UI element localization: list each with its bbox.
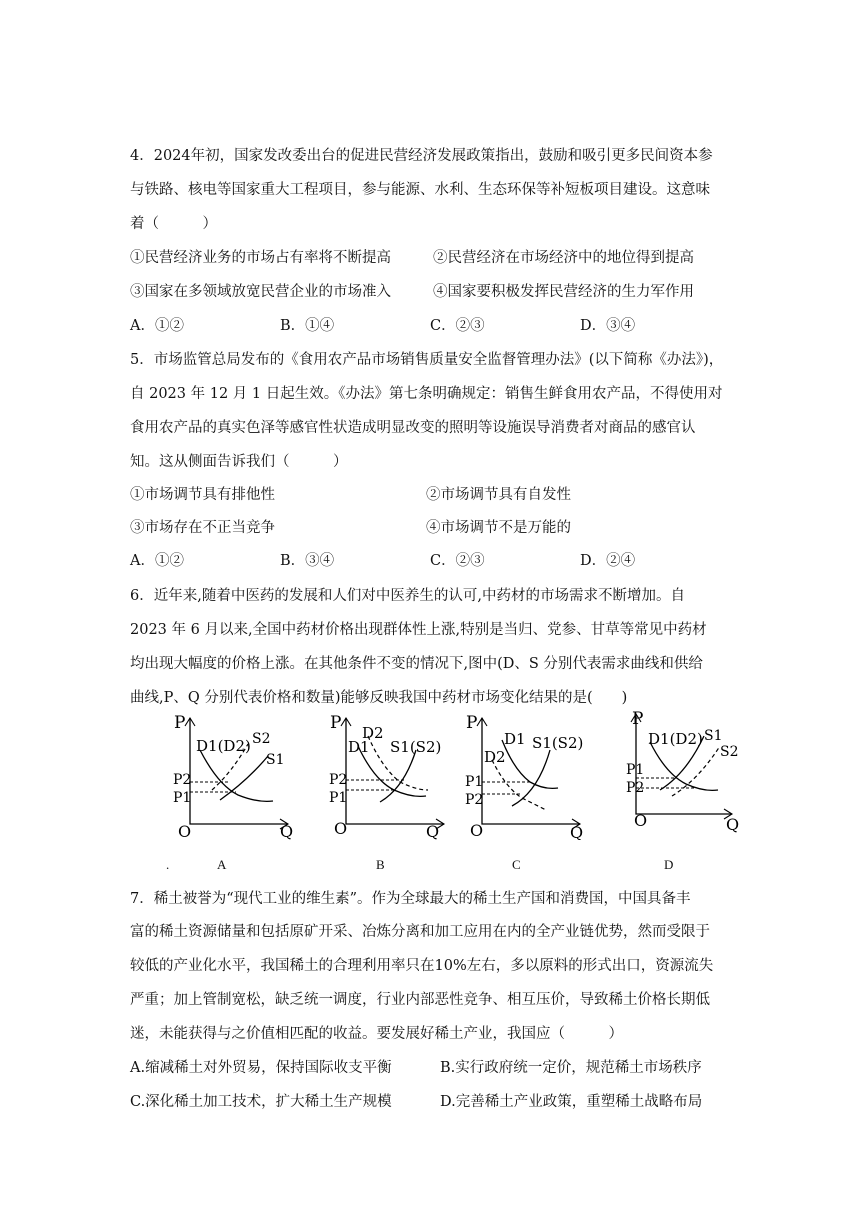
graph-a-origin-label: O	[178, 822, 192, 840]
q5-statement-2: ②市场调节具有自发性	[426, 487, 571, 503]
q6-stem-line-3: 均出现大幅度的价格上涨。在其他条件不变的情况下,图中(D、S 分别代表需求曲线和供给	[130, 656, 703, 672]
q5-choice-d: D．②④	[580, 553, 636, 569]
q5-stem-line-4: 知。这从侧面告诉我们（ ）	[130, 454, 348, 470]
graph-c-demand-d2	[492, 760, 546, 810]
graph-b-p1-label: P1	[329, 790, 348, 806]
graph-a-supply-s1	[220, 756, 268, 800]
graph-a-axes	[190, 718, 288, 824]
q7-stem-line-4: 严重；加上管制宽松，缺乏统一调度，行业内部恶性竞争、相互压价，导致稀土价格长期低	[130, 992, 710, 1008]
graph-d	[616, 710, 751, 844]
graph-a-q-label: Q	[280, 822, 294, 840]
q4-choice-a: A．①②	[130, 318, 184, 334]
stray-dot: .	[166, 857, 170, 872]
graph-b-axes	[346, 718, 444, 824]
graph-b-caption: B	[376, 857, 385, 872]
q7-choice-b: B.实行政府统一定价，规范稀土市场秩序	[440, 1060, 702, 1076]
graph-a-p2-label: P2	[173, 772, 192, 788]
q5-stem-line-1: 5．市场监管总局发布的《食用农产品市场销售质量安全监督管理办法》(以下简称《办法》)，	[130, 352, 724, 368]
graph-d-p2-label: P2	[626, 780, 645, 796]
graph-d-supply-s2	[672, 746, 720, 796]
graph-d-d-label: D1(D2)	[648, 730, 703, 748]
q4-choice-b: B．①④	[280, 318, 335, 334]
q5-stem-line-3: 食用农产品的真实色泽等感官性状造成明显改变的照明等设施误导消费者对商品的感官认	[130, 420, 696, 436]
graph-c-q-label: Q	[570, 823, 584, 840]
q7-stem-line-1: 7．稀土被誉为“现代工业的维生素”。作为全球最大的稀土生产国和消费国，中国具备丰	[130, 891, 691, 907]
q5-statement-3: ③市场存在不正当竞争	[130, 520, 275, 536]
q4-stem-line-3: 着（ ）	[130, 216, 217, 232]
graph-d-s1-label: S1	[704, 728, 723, 744]
graph-b-d1-label: D1	[348, 738, 370, 756]
q4-statement-4: ④国家要积极发挥民营经济的生力军作用	[433, 284, 694, 300]
q5-statement-4: ④市场调节不是万能的	[426, 520, 571, 536]
graph-d-origin-label: O	[634, 811, 648, 830]
q7-stem-line-2: 富的稀土资源储量和包括原矿开采、冶炼分离和加工应用在内的全产业链优势，然而受限于	[130, 924, 710, 940]
graph-b-p2-label: P2	[329, 772, 348, 788]
graph-b	[326, 710, 451, 844]
graph-c-origin-label: O	[470, 821, 484, 840]
graph-a	[170, 710, 295, 844]
graph-c	[462, 710, 597, 844]
q7-stem-line-3: 较低的产业化水平，我国稀土的合理利用率只在10%左右，多以原料的形式出口，资源流失	[130, 958, 714, 974]
q4-choice-d: D．③④	[580, 318, 636, 334]
q7-stem-line-5: 迷，未能获得与之价值相匹配的收益。要发展好稀土产业，我国应（ ）	[130, 1026, 623, 1042]
q4-statement-3: ③国家在多领域放宽民营企业的市场准入	[130, 284, 391, 300]
graph-d-p1-label: P1	[626, 762, 645, 778]
graph-c-p-label: P	[466, 713, 478, 733]
q6-stem-line-1: 6．近年来,随着中医药的发展和人们对中医养生的认可,中药材的市场需求不断增加。自	[130, 588, 685, 604]
q4-stem-line-1: 4．2024年初，国家发改委出台的促进民营经济发展政策指出，鼓励和吸引更多民间资本参	[130, 148, 713, 164]
q5-statement-1: ①市场调节具有排他性	[130, 487, 275, 503]
q4-statement-2: ②民营经济在市场经济中的地位得到提高	[433, 250, 694, 266]
graph-d-q-label: Q	[726, 815, 740, 834]
graph-b-s-label: S1(S2)	[390, 738, 442, 756]
graph-c-d2-label: D2	[484, 748, 506, 766]
graph-b-supply	[380, 750, 416, 802]
q5-choice-a: A．①②	[130, 553, 184, 569]
graph-d-demand-curve	[650, 742, 718, 790]
q5-choice-c: C．②③	[430, 553, 485, 569]
q4-stem-line-2: 与铁路、核电等国家重大工程项目，参与能源、水利、生态环保等补短板项目建设。这意味	[130, 182, 710, 198]
graph-a-s1-label: S1	[266, 752, 285, 768]
graph-c-s-label: S1(S2)	[532, 734, 584, 752]
graph-b-origin-label: O	[334, 819, 348, 838]
q5-choice-b: B．③④	[280, 553, 335, 569]
q4-statement-1: ①民营经济业务的市场占有率将不断提高	[130, 250, 391, 266]
q7-choice-c: C.深化稀土加工技术，扩大稀土生产规模	[130, 1094, 392, 1110]
graph-b-p-label: P	[330, 713, 342, 733]
graph-a-caption: A	[217, 857, 227, 872]
graph-a-demand-curve	[200, 750, 273, 801]
graph-d-caption: D	[664, 857, 674, 872]
q4-choice-c: C．②③	[430, 318, 485, 334]
q6-stem-line-2: 2023 年 6 月以来,全国中药材价格出现群体性上涨,特别是当归、党参、甘草等常见中药材	[130, 622, 707, 638]
graph-a-s2-label: S2	[252, 731, 271, 747]
q7-choice-d: D.完善稀土产业政策，重塑稀土战略布局	[440, 1094, 703, 1110]
graph-a-p1-label: P1	[173, 790, 192, 806]
graph-c-p1-label: P1	[465, 774, 484, 790]
graph-d-p-label: P	[632, 710, 644, 729]
q7-choice-a: A.缩减稀土对外贸易，保持国际收支平衡	[130, 1060, 392, 1076]
graph-c-d1-label: D1	[504, 730, 526, 748]
graph-c-supply	[512, 750, 550, 806]
graph-c-p2-label: P2	[465, 792, 484, 808]
graph-a-d-label: D1(D2)	[196, 737, 251, 755]
graph-c-caption: C	[512, 857, 521, 872]
graph-b-q-label: Q	[426, 822, 440, 840]
q6-stem-line-4: 曲线,P、Q 分别代表价格和数量)能够反映我国中药材市场变化结果的是( )	[130, 690, 628, 706]
graph-b-d2-label: D2	[362, 724, 384, 742]
graph-a-p-label: P	[174, 713, 186, 733]
q5-stem-line-2: 自 2023 年 12 月 1 日起生效。《办法》第七条明确规定：销售生鲜食用农产品，不得使用对	[130, 386, 723, 402]
graph-d-s2-label: S2	[720, 744, 739, 760]
